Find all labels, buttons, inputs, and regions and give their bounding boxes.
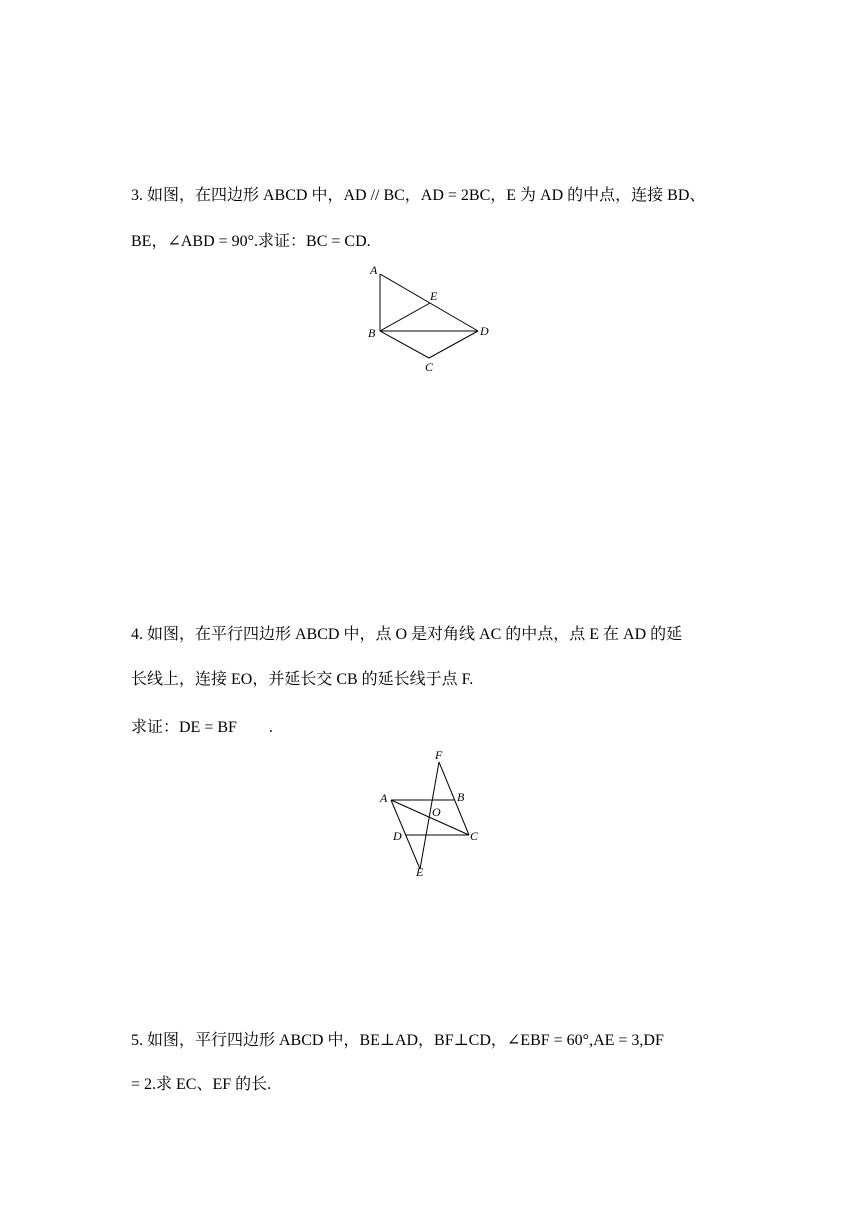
label-f: F (435, 748, 443, 762)
problem-4-text-line-3: 求证：DE = BF . (131, 719, 273, 736)
segment-bc (380, 331, 429, 358)
problem-3-text-line-2: BE，∠ABD = 90°.求证：BC = CD. (131, 233, 371, 250)
problem-3-text-line-1: 3. 如图，在四边形 ABCD 中，AD // BC，AD = 2BC，E 为 AD 的中点，连接 BD、 (131, 187, 706, 204)
segment-be (380, 303, 430, 331)
label-o: O (432, 805, 441, 819)
segment-cd (429, 331, 478, 358)
problem-4-text-line-1: 4. 如图，在平行四边形 ABCD 中，点 O 是对角线 AC 的中点，点 E 在 AD 的延 (131, 626, 683, 643)
problem-4-text-line-2: 长线上，连接 EO，并延长交 CB 的延长线于点 F. (131, 671, 474, 688)
problem-3-figure (360, 260, 500, 375)
problem-4-figure (375, 745, 485, 880)
problem-5-text-line-1: 5. 如图，平行四边形 ABCD 中，BE⊥AD，BF⊥CD，∠EBF = 60°,AE = 3,DF (131, 1032, 664, 1049)
label-c: C (425, 360, 434, 374)
label-a: A (380, 791, 388, 805)
label-d: D (393, 829, 402, 843)
label-b: B (457, 790, 465, 804)
label-b: B (368, 326, 376, 340)
problem-5-text-line-2: = 2.求 EC、EF 的长. (131, 1076, 272, 1093)
label-a: A (370, 263, 378, 277)
label-e: E (416, 865, 424, 879)
label-c: C (470, 829, 479, 843)
label-e: E (430, 289, 438, 303)
label-d: D (480, 324, 489, 338)
